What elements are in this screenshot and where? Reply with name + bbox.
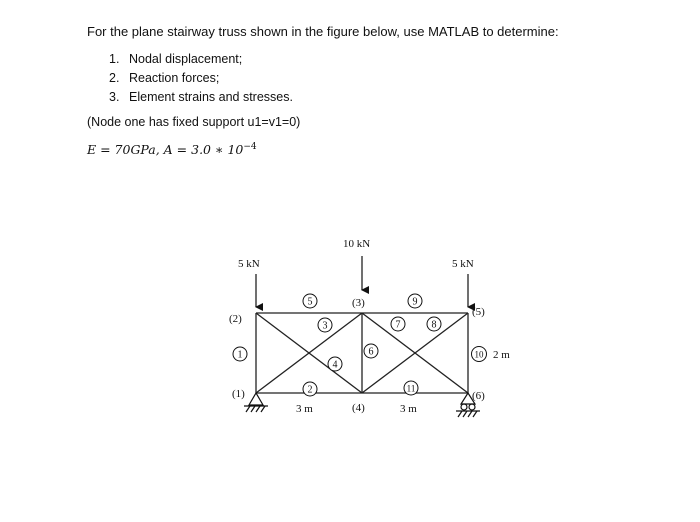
task-number: 2.	[109, 71, 120, 85]
node-label-1: (1)	[232, 388, 245, 400]
element-number-5: 5	[307, 296, 313, 308]
node-label-6: (6)	[472, 390, 485, 402]
element-number-7: 7	[395, 319, 401, 331]
dimension-right-span: 3 m	[400, 403, 417, 415]
load-label-right: 5 kN	[452, 258, 474, 270]
fixed-support	[244, 393, 268, 412]
element-number-3: 3	[322, 320, 328, 332]
element-number-1: 1	[237, 349, 243, 361]
element-number-11: 11	[406, 383, 416, 394]
task-text: Reaction forces;	[129, 71, 220, 85]
dimension-left-span: 3 m	[296, 403, 313, 415]
element-number-2: 2	[307, 384, 313, 396]
problem-title: For the plane stairway truss shown in the figure below, use MATLAB to determine:	[87, 24, 559, 39]
task-number: 1.	[109, 52, 120, 66]
node-label-3: (3)	[352, 297, 365, 309]
task-number: 3.	[109, 90, 120, 104]
element-number-8: 8	[431, 319, 437, 331]
node-label-4: (4)	[352, 402, 365, 414]
node-label-5: (5)	[472, 306, 485, 318]
dimension-height: 2 m	[493, 349, 510, 361]
element-number-6: 6	[368, 346, 374, 358]
element-number-10: 10	[474, 349, 484, 360]
task-text: Element strains and stresses.	[129, 90, 293, 104]
formula-exponent: −4	[243, 142, 257, 152]
support-note: (Node one has fixed support u1=v1=0)	[87, 115, 301, 129]
element-number-4: 4	[332, 359, 338, 371]
node-label-2: (2)	[229, 313, 242, 325]
element-number-9: 9	[412, 296, 418, 308]
load-label-left: 5 kN	[238, 258, 260, 270]
task-text: Nodal displacement;	[129, 52, 243, 66]
formula-base: E = 70GPa, A = 3.0 ∗ 10	[87, 142, 244, 158]
load-label-center: 10 kN	[343, 238, 371, 250]
